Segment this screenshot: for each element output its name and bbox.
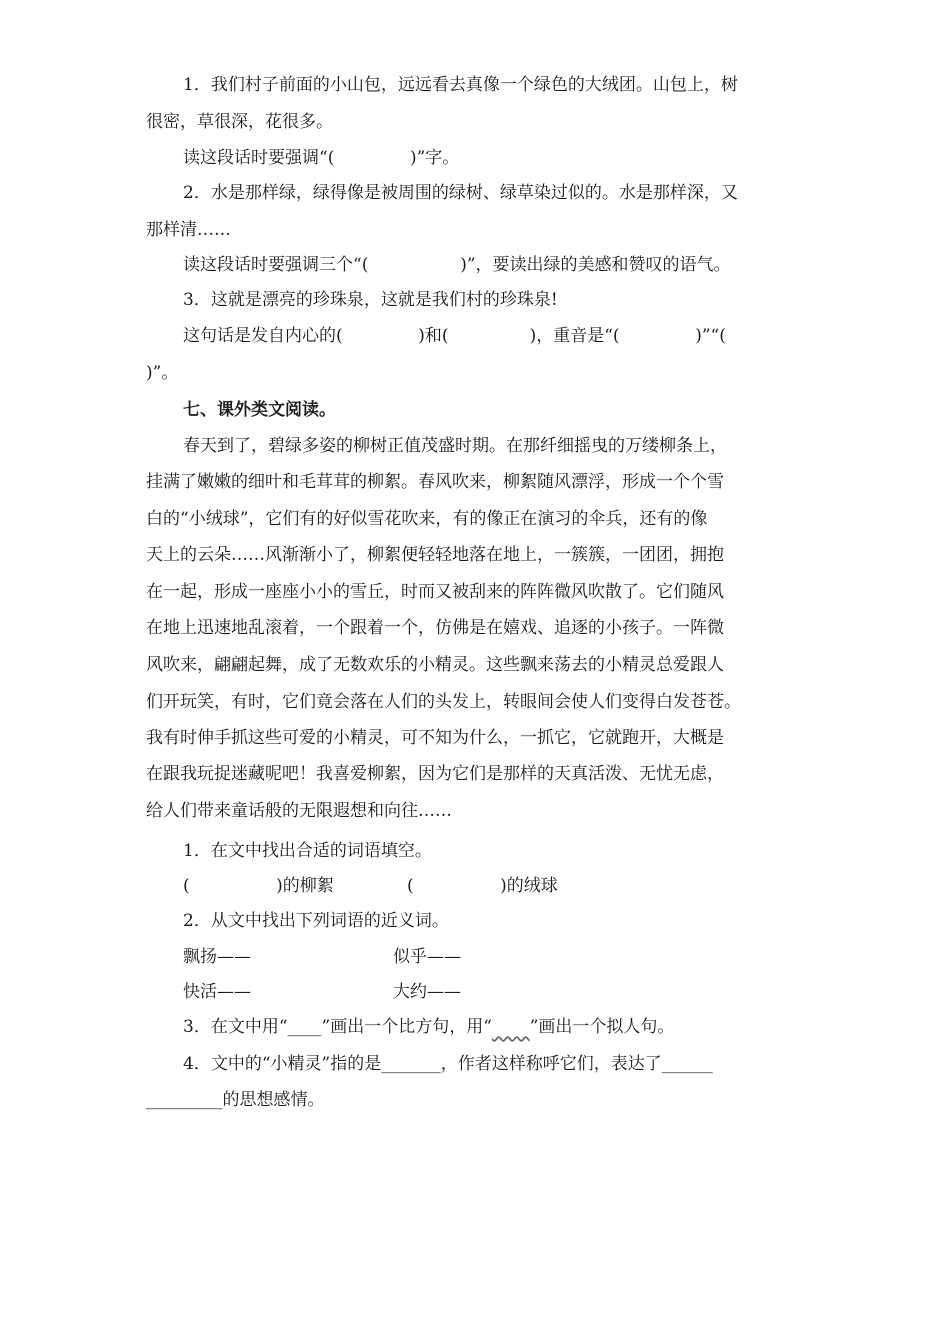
s7-q4-line2: _________的思想感情。: [146, 1090, 325, 1110]
synonym-word: 大约——: [393, 982, 461, 1002]
s6-q1-prompt: 读这段话时要强调“( )”字。: [183, 148, 460, 168]
passage-line: 我有时伸手抓这些可爱的小精灵，可不知为什么，一抓它，它就跑开，大概是: [146, 728, 724, 748]
section7-heading: 七、课外类文阅读。: [183, 400, 336, 420]
s6-q2-line2: 那样清……: [146, 220, 231, 240]
passage-line: 白的“小绒球”，它们有的好似雪花吹来，有的像正在演习的伞兵，还有的像: [146, 509, 708, 529]
s6-q3-line1: 3．这就是漂亮的珍珠泉，这就是我们村的珍珠泉!: [183, 290, 558, 310]
passage-line: 风吹来，翩翩起舞，成了无数欢乐的小精灵。这些飘来荡去的小精灵总爱跟人: [146, 655, 724, 675]
s7-q3-part1: 3．在文中用“____”画出一个比方句，用“: [183, 1017, 492, 1037]
passage-line: 们开玩笑，有时，它们竟会落在人们的头发上，转眼间会使人们变得白发苍苍。: [146, 692, 741, 712]
s7-q3-part2: ”画出一个拟人句。: [529, 1017, 675, 1037]
s6-q2-line1: 2．水是那样绿，绿得像是被周围的绿树、绿草染过似的。水是那样深，又: [183, 183, 738, 203]
s6-q2-prompt: 读这段话时要强调三个“( )”，要读出绿的美感和赞叹的语气。: [183, 255, 731, 275]
wavy-line-sample: [492, 1017, 530, 1037]
s7-q2: 2．从文中找出下列词语的近义词。: [183, 911, 449, 931]
s7-q1: 1．在文中找出合适的词语填空。: [183, 841, 432, 861]
passage-line: 春天到了，碧绿多姿的柳树正值茂盛时期。在那纤细摇曳的万缕柳条上，: [183, 436, 727, 456]
synonym-word: 快活——: [183, 982, 251, 1002]
s7-q3: [183, 1015, 674, 1039]
passage-line: 给人们带来童话般的无限遐想和向往……: [146, 801, 452, 821]
s6-q3-prompt-line1: 这句话是发自内心的( )和( )，重音是“( )”“(: [183, 326, 726, 346]
passage-line: 挂满了嫩嫩的细叶和毛茸茸的柳絮。春风吹来，柳絮随风漂浮，形成一个个雪: [146, 472, 724, 492]
s6-q3-prompt-line2: )”。: [146, 363, 179, 383]
s6-q1-line1: 1．我们村子前面的小山包，远远看去真像一个绿色的大绒团。山包上，树: [183, 75, 738, 95]
s7-q1-blank2: ( )的绒球: [407, 876, 558, 896]
s6-q1-line2: 很密，草很深，花很多。: [146, 112, 333, 132]
synonym-word: 飘扬——: [183, 947, 251, 967]
synonym-word: 似乎——: [393, 947, 461, 967]
passage-line: 在一起，形成一座座小小的雪丘，时而又被刮来的阵阵微风吹散了。它们随风: [146, 582, 724, 602]
s7-q4-line1: 4．文中的“小精灵”指的是_______，作者这样称呼它们，表达了______: [183, 1054, 713, 1074]
passage-line: 天上的云朵……风渐渐小了，柳絮便轻轻地落在地上，一簇簇，一团团，拥抱: [146, 545, 724, 565]
passage-line: 在跟我玩捉迷藏呢吧！我喜爱柳絮，因为它们是那样的天真活泼、无忧无虑，: [146, 764, 724, 784]
passage-line: 在地上迅速地乱滚着，一个跟着一个，仿佛是在嬉戏、追逐的小孩子。一阵微: [146, 618, 724, 638]
s7-q1-blank1: ( )的柳絮: [183, 876, 334, 896]
